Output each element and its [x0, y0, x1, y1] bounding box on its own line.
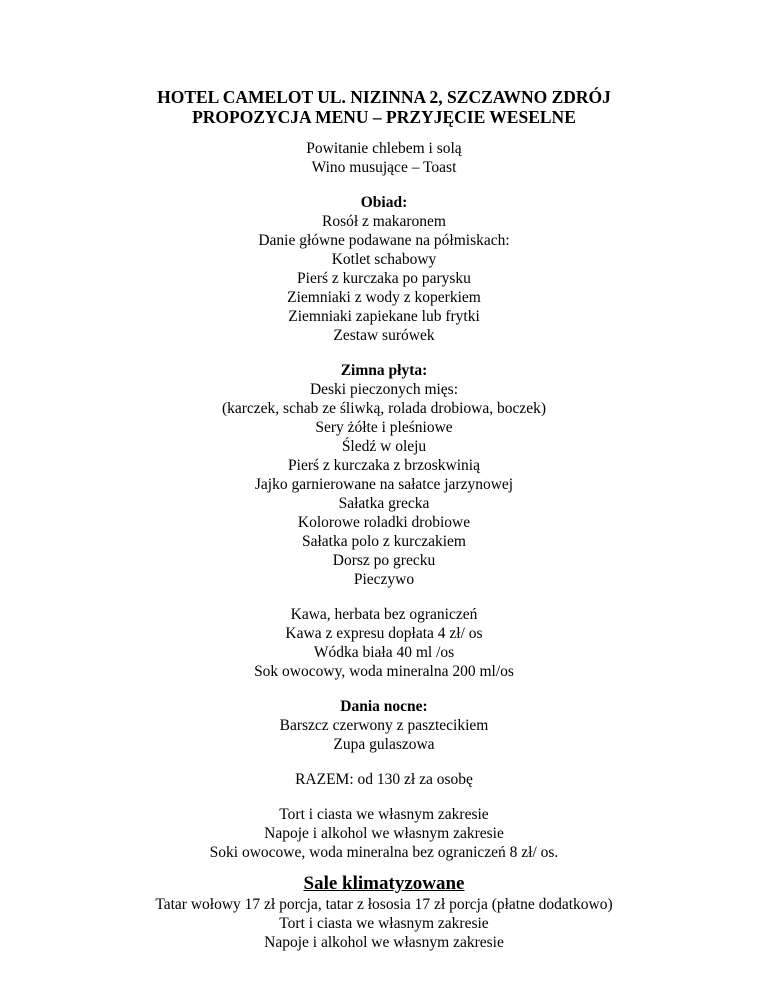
napoje-item: Sok owocowy, woda mineralna 200 ml/os [254, 663, 514, 680]
napoje-item: Wódka biała 40 ml /os [313, 644, 455, 661]
zimna-plyta-item: (karczek, schab ze śliwką, rolada drobiowa, boczek) [221, 400, 547, 417]
sale-item: Napoje i alkohol we własnym zakresie [264, 934, 504, 951]
dania-nocne-heading: Dania nocne: [340, 698, 428, 715]
sale-item: Tort i ciasta we własnym zakresie [279, 915, 489, 932]
zimna-plyta-item: Pierś z kurczaka z brzoskwinią [288, 457, 480, 474]
zimna-plyta-item: Śledź w oleju [341, 438, 427, 455]
welcome-item: Wino musujące – Toast [311, 159, 457, 176]
zimna-plyta-item: Jajko garnierowane na sałatce jarzynowej [254, 476, 514, 493]
zimna-plyta-item: Sałatka grecka [338, 495, 430, 512]
dania-nocne-section [0, 697, 768, 754]
extras-item: Tort i ciasta we własnym zakresie [279, 806, 489, 823]
sale-section [0, 873, 768, 952]
menu-title: PROPOZYCJA MENU – PRZYJĘCIE WESELNE [192, 107, 576, 127]
zimna-plyta-item: Deski pieczonych mięs: [309, 381, 459, 398]
napoje-item: Kawa, herbata bez ograniczeń [290, 606, 478, 623]
welcome-item: Powitanie chlebem i solą [306, 140, 462, 157]
document-header [0, 87, 768, 127]
extras-item: Napoje i alkohol we własnym zakresie [264, 825, 504, 842]
obiad-item: Rosół z makaronem [322, 213, 446, 230]
napoje-section [0, 605, 768, 681]
napoje-item: Kawa z expresu dopłata 4 zł/ os [285, 625, 483, 642]
obiad-item: Pierś z kurczaka po parysku [297, 270, 471, 287]
zimna-plyta-heading: Zimna płyta: [340, 362, 428, 379]
zimna-plyta-item: Sałatka polo z kurczakiem [302, 533, 466, 550]
obiad-item: Ziemniaki z wody z koperkiem [287, 289, 481, 306]
extras-item: Soki owocowe, woda mineralna bez ograniczeń 8 zł/ os. [209, 844, 559, 861]
hotel-title: HOTEL CAMELOT UL. NIZINNA 2, SZCZAWNO ZDRÓJ [157, 87, 611, 107]
obiad-section [0, 193, 768, 345]
extras-section [0, 805, 768, 862]
dania-nocne-item: Zupa gulaszowa [333, 736, 435, 753]
menu-body [0, 139, 768, 968]
sale-heading: Sale klimatyzowane [303, 873, 465, 894]
razem-price: RAZEM: od 130 zł za osobę [295, 771, 473, 788]
sale-item: Tatar wołowy 17 zł porcja, tatar z łososia 17 zł porcja (płatne dodatkowo) [155, 896, 613, 913]
welcome-section [0, 139, 768, 177]
zimna-plyta-item: Kolorowe roladki drobiowe [297, 514, 471, 531]
obiad-item: Zestaw surówek [333, 327, 435, 344]
zimna-plyta-item: Pieczywo [353, 571, 415, 588]
zimna-plyta-section [0, 361, 768, 589]
dania-nocne-item: Barszcz czerwony z pasztecikiem [279, 717, 489, 734]
obiad-heading: Obiad: [360, 194, 408, 211]
obiad-item: Kotlet schabowy [331, 251, 437, 268]
obiad-item: Ziemniaki zapiekane lub frytki [288, 308, 480, 325]
obiad-item: Danie główne podawane na półmiskach: [258, 232, 510, 249]
razem-section [0, 770, 768, 789]
zimna-plyta-item: Dorsz po grecku [332, 552, 436, 569]
zimna-plyta-item: Sery żółte i pleśniowe [315, 419, 453, 436]
